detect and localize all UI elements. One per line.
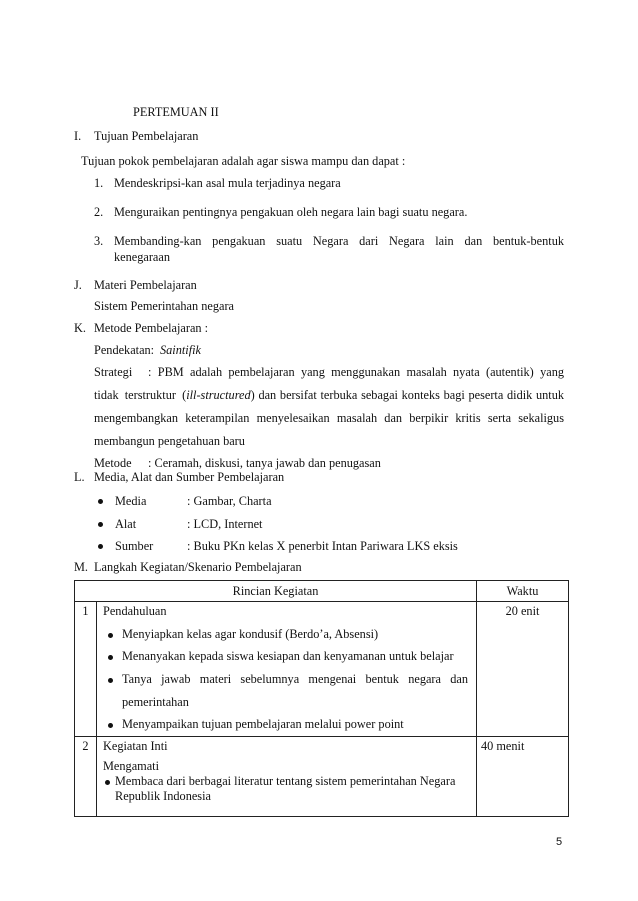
activity-item-continued: pemerintahan: [122, 695, 189, 709]
bullet-icon: [108, 633, 113, 638]
strategi-label: Strategi: [94, 365, 133, 379]
activity-item: Menanyakan kepada siswa kesiapan dan kenyamanan untuk belajar: [122, 649, 454, 663]
bullet-icon: [108, 655, 113, 660]
section-l-letter: L.: [74, 470, 85, 484]
activity-item-continued: Republik Indonesia: [115, 789, 211, 803]
strategi-text: tidak terstruktur (: [94, 388, 187, 402]
row-waktu: 40 menit: [477, 737, 569, 817]
strategi-text: : PBM adalah pembelajaran yang menggunakan masalah nyata (autentik) yang: [148, 365, 564, 379]
header-waktu: Waktu: [477, 581, 569, 602]
table-header-row: [75, 581, 569, 602]
objective-number: 2.: [94, 205, 104, 219]
row-number: 2: [75, 737, 97, 817]
section-k-letter: K.: [74, 321, 86, 335]
objective-number: 3.: [94, 234, 104, 248]
section-j-content: Sistem Pemerintahan negara: [94, 299, 235, 313]
section-m-heading: Langkah Kegiatan/Skenario Pembelajaran: [94, 560, 302, 574]
section-k-heading: Metode Pembelajaran :: [94, 321, 209, 335]
bullet-icon: [98, 499, 103, 504]
objective-number: 1.: [94, 176, 104, 190]
table-row: [75, 737, 569, 817]
media-label: Media: [115, 494, 147, 508]
alat-label: Alat: [115, 517, 137, 531]
page-title: PERTEMUAN II: [133, 105, 219, 119]
alat-value: : LCD, Internet: [187, 517, 263, 531]
strategi-text: mengembangkan keterampilan menyelesaikan masalah dan berpikir kritis serta sekaligus: [94, 411, 564, 425]
section-i-heading: Tujuan Pembelajaran: [94, 129, 199, 143]
sumber-label: Sumber: [115, 539, 154, 553]
strategi-text: ) dan bersifat terbuka sebagai konteks bagi peserta didik untuk: [250, 388, 564, 402]
activity-item: Membaca dari berbagai literatur tentang sistem pemerintahan Negara: [115, 774, 456, 788]
section-m-letter: M.: [74, 560, 89, 574]
header-kegiatan: Rincian Kegiatan: [75, 581, 477, 602]
activity-item: Tanya jawab materi sebelumnya mengenai bentuk negara dan: [122, 672, 468, 686]
objective-text: Menguraikan pentingnya pengakuan oleh negara lain bagi suatu negara.: [114, 205, 468, 219]
strategi-term: ill-structured: [186, 388, 251, 402]
objective-text: Mendeskripsi-kan asal mula terjadinya negara: [114, 176, 341, 190]
bullet-icon: [98, 522, 103, 527]
row-waktu: 20 enit: [477, 602, 569, 737]
section-j-letter: J.: [74, 278, 82, 292]
activity-item: Menyiapkan kelas agar kondusif (Berdo’a, Absensi): [122, 627, 379, 641]
objective-text-continued: kenegaraan: [114, 250, 170, 264]
row-kegiatan-cell: [97, 737, 477, 817]
strategi-text: membangun pengetahuan baru: [94, 434, 245, 448]
metode-label: Metode: [94, 456, 132, 470]
objective-text: Membanding-kan pengakuan suatu Negara dari Negara lain dan bentuk-bentuk: [114, 234, 564, 248]
table-row: [75, 602, 569, 737]
section-i-letter: I.: [74, 129, 82, 143]
activity-table: [74, 580, 569, 817]
pendekatan-label: Pendekatan:: [94, 343, 155, 357]
bullet-icon: [108, 678, 113, 683]
bullet-icon: [98, 544, 103, 549]
section-j-heading: Materi Pembelajaran: [94, 278, 197, 292]
bullet-icon: [108, 723, 113, 728]
metode-value: : Ceramah, diskusi, tanya jawab dan penugasan: [148, 456, 381, 470]
row-number: 1: [75, 602, 97, 737]
row-kegiatan-cell: [97, 602, 477, 737]
section-l-heading: Media, Alat dan Sumber Pembelajaran: [94, 470, 285, 484]
media-value: : Gambar, Charta: [187, 494, 272, 508]
section-i-intro: Tujuan pokok pembelajaran adalah agar siswa mampu dan dapat :: [81, 154, 406, 168]
bullet-icon: [105, 780, 110, 785]
row-title: Pendahuluan: [103, 604, 167, 618]
sumber-value: : Buku PKn kelas X penerbit Intan Pariwara LKS eksis: [187, 539, 458, 553]
strategi-line-2: [94, 388, 564, 403]
row-subheading: Mengamati: [103, 759, 160, 773]
activity-item: Menyampaikan tujuan pembelajaran melalui power point: [122, 717, 404, 731]
row-title: Kegiatan Inti: [103, 739, 168, 753]
page-number: 5: [556, 836, 563, 848]
pendekatan-value: Saintifik: [160, 343, 201, 357]
